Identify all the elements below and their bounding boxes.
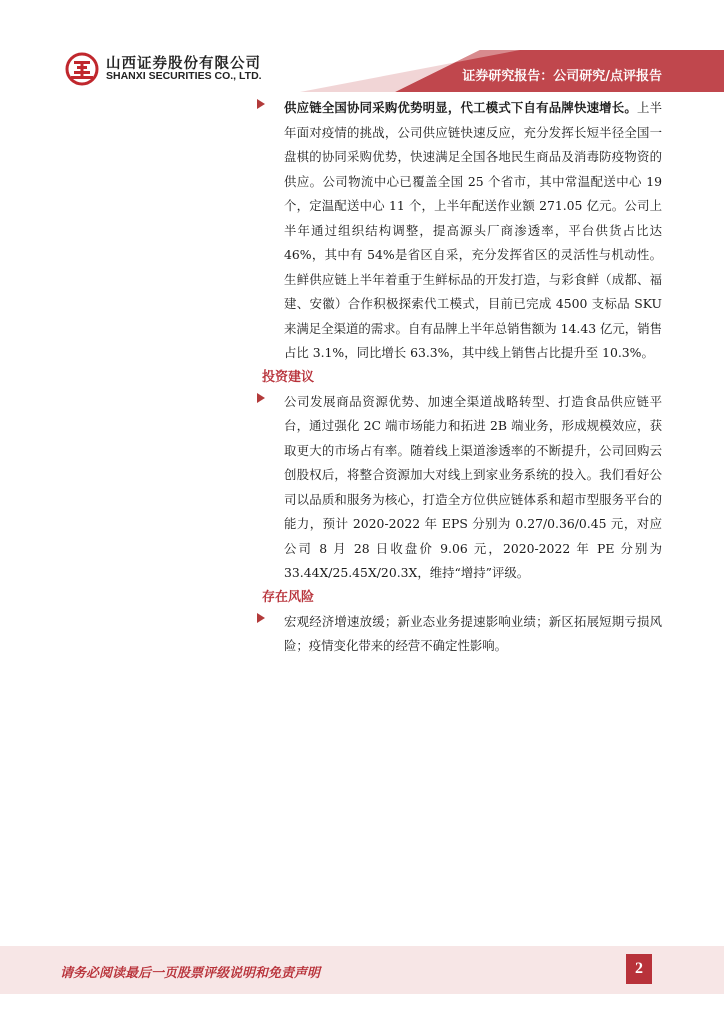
risk-title: 存在风险 bbox=[262, 589, 315, 605]
company-logo-icon bbox=[65, 52, 99, 86]
report-body bbox=[262, 96, 662, 659]
bullet-arrow-icon bbox=[257, 99, 265, 109]
bullet-arrow-icon bbox=[257, 613, 265, 623]
supply-chain-heading: 供应链全国协同采购优势明显，代工模式下自有品牌快速增长。 bbox=[284, 100, 638, 115]
page-header bbox=[0, 0, 724, 92]
page-footer bbox=[0, 946, 724, 994]
risk-paragraph bbox=[262, 610, 662, 659]
investment-advice-text: 公司发展商品资源优势、加速全渠道战略转型、打造食品供应链平台，通过强化 2C 端市场能力和拓进 2B 端业务，形成规模效应，获取更大的市场占有率。随着线上渠道渗透率的不断提升，公司回购云创股权后，将整合资源加大对线上到家业务系统的投入。我们看好公司以品质和服务为核心，打造全方位供应链体系和超市型服务平台的能力，预计 2020-2022 年 EPS 分别为 0.27/0.36/0.45 元，对应公司 8 月 28 日收盘价 9.06 元，2020-2022 年 PE 分别为 33.44X/25.45X/20.3X，维持“增持”评级。 bbox=[284, 393, 662, 580]
company-name-cn: 山西证券股份有限公司 bbox=[106, 56, 261, 72]
investment-advice-paragraph bbox=[262, 390, 662, 586]
bullet-arrow-icon bbox=[257, 393, 265, 403]
supply-chain-text: 上半年面对疫情的挑战，公司供应链快速反应，充分发挥长短半径全国一盘棋的协同采购优势，快速满足全国各地民生商品及消毒防疫物资的供应。公司物流中心已覆盖全国 25 个省市，其中常温配送中心 19 个，定温配送中心 11 个，上半年配送作业额 271.05 亿元。公司上半年通过组织结构调整，提高源头厂商渗透率，平台供货占比达 46%，其中有 54%是省区自采，充分发挥省区的灵活性与机动性。生鲜供应链上半年着重于生鲜标品的开发打造，与彩食鲜（成都、福建、安徽）合作积极探索代工模式，目前已完成 4500 支标品 SKU 来满足全渠道的需求。自有品牌上半年总销售额为 14.43 亿元，销售占比 3.1%，同比增长 63.3%，其中线上销售占比提升至 10.3%。 bbox=[284, 100, 663, 360]
page-number: 2 bbox=[626, 954, 652, 984]
risk-text: 宏观经济增速放缓；新业态业务提速影响业绩；新区拓展短期亏损风险；疫情变化带来的经营不确定性影响。 bbox=[284, 613, 662, 653]
supply-chain-paragraph bbox=[262, 96, 662, 366]
investment-advice-title: 投资建议 bbox=[262, 369, 315, 385]
company-name-en: SHANXI SECURITIES CO., LTD. bbox=[106, 70, 262, 82]
disclaimer-link: 请务必阅读最后一页股票评级说明和免责声明 bbox=[60, 966, 321, 981]
report-type-label: 证券研究报告：公司研究/点评报告 bbox=[462, 69, 662, 84]
